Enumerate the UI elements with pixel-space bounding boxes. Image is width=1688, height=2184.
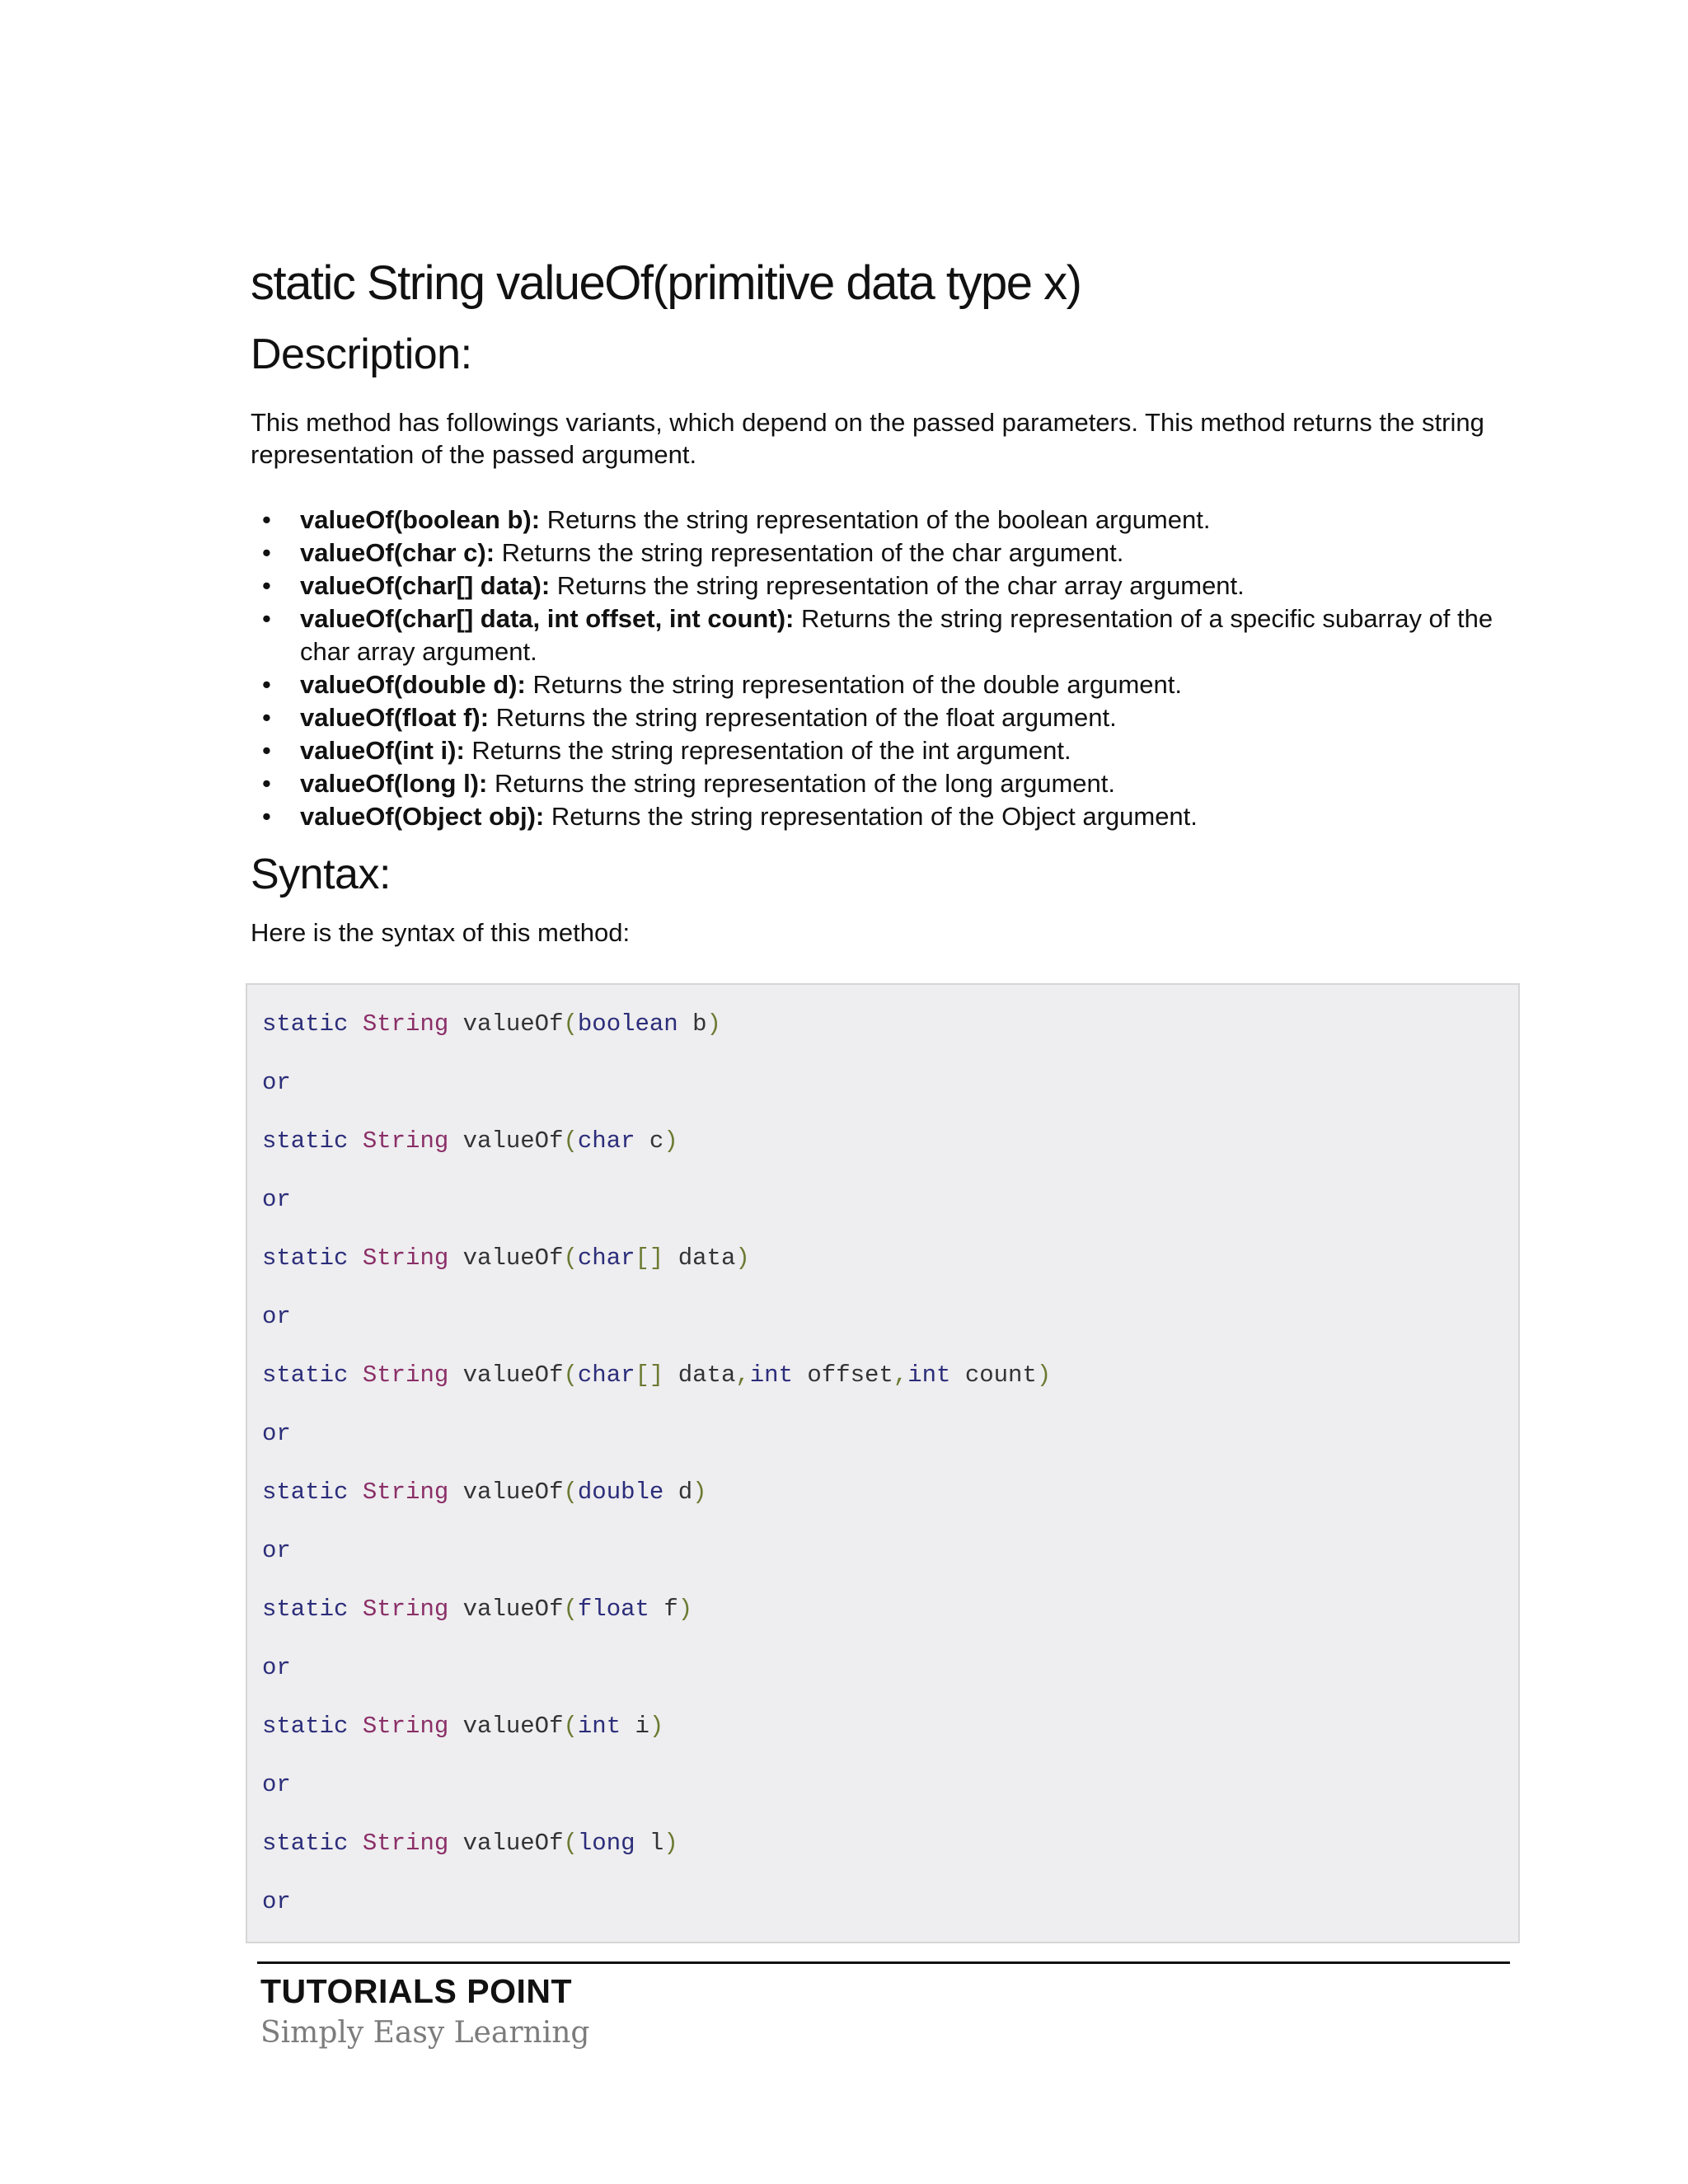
code-param-name: l [649,1830,664,1857]
code-param-type: char [577,1127,635,1155]
code-param-type: double [577,1479,664,1506]
code-param-type: float [577,1596,649,1623]
code-return-type: String [362,1127,449,1155]
code-param-type: boolean [577,1010,678,1038]
code-return-type: String [362,1010,449,1038]
code-keyword: static [262,1127,349,1155]
bullet-icon: • [262,537,271,567]
code-or-line [262,1053,1518,1112]
code-param-type: char [577,1244,635,1272]
description-heading: Description: [251,330,472,378]
page-title: static String valueOf(primitive data type x) [251,256,1081,310]
variant-name: valueOf(char c): [300,537,495,567]
variant-name: valueOf(Object obj): [300,801,545,831]
variant-name: valueOf(boolean b): [300,504,541,534]
variant-description: Returns the string representation of the char array argument. [550,570,1245,600]
variant-description: Returns the string representation of the int argument. [464,735,1071,765]
code-keyword: static [262,1479,349,1506]
code-or-separator: or [262,1888,291,1915]
code-param-type: char [577,1361,635,1389]
variant-name: valueOf(long l): [300,768,488,798]
variant-item [251,537,1536,569]
code-param-type: long [577,1830,635,1857]
code-keyword: static [262,1010,349,1038]
code-keyword: static [262,1244,349,1272]
page-content [251,247,1536,949]
code-or-separator: or [262,1069,291,1096]
code-method-name: valueOf [462,1713,564,1740]
variant-item [251,668,1536,701]
variant-name: valueOf(int i): [300,735,465,765]
code-param-name: data [678,1361,736,1389]
code-return-type: String [362,1361,449,1389]
code-param-name: c [649,1127,664,1155]
code-or-separator: or [262,1420,291,1447]
description-paragraph: This method has followings variants, which depend on the passed parameters. This method returns the string representation of the passed argument. [251,407,1484,469]
code-return-type: String [362,1596,449,1623]
code-signature-line: static String valueOf(double d) [262,1479,707,1506]
code-keyword: static [262,1830,349,1857]
bullet-icon: • [262,801,271,831]
footer-divider [257,1961,1510,1964]
variants-list [251,504,1536,833]
code-param-name: count [964,1361,1037,1389]
variant-item [251,767,1536,800]
code-signature-line: static String valueOf(int i) [262,1713,664,1740]
variant-name: valueOf(double d): [300,669,526,699]
variant-item [251,602,1536,668]
variant-description: Returns the string representation of the long argument. [487,768,1115,798]
footer-brand: TUTORIALS POINT [260,1972,573,2010]
code-return-type: String [362,1830,449,1857]
bullet-icon: • [262,504,271,534]
code-method-name: valueOf [462,1244,564,1272]
code-signature-line: static String valueOf(boolean b) [262,1010,721,1038]
code-or-line [262,1170,1518,1229]
code-param-brackets: [] [635,1361,664,1389]
code-method-name: valueOf [462,1010,564,1038]
code-or-line [262,1755,1518,1814]
variant-item [251,701,1536,734]
variant-description: Returns the string representation of the char argument. [495,537,1124,567]
code-return-type: String [362,1244,449,1272]
code-param-name: f [663,1596,678,1623]
code-keyword: static [262,1361,349,1389]
variant-item [251,800,1536,833]
bullet-icon: • [262,603,271,633]
code-or-separator: or [262,1771,291,1798]
variant-item [251,504,1536,537]
code-or-line [262,1404,1518,1463]
variant-description: Returns the string representation of the double argument. [525,669,1182,699]
code-param-type: int [907,1361,951,1389]
variant-item [251,569,1536,602]
code-or-line [262,1872,1518,1931]
code-signature-line: static String valueOf(long l) [262,1830,678,1857]
bullet-icon: • [262,768,271,798]
bullet-icon: • [262,702,271,732]
variant-description: Returns the string representation of the float argument. [489,702,1117,732]
code-or-separator: or [262,1303,291,1330]
code-method-name: valueOf [462,1830,564,1857]
code-param-name: b [692,1010,707,1038]
variant-name: valueOf(char[] data, int offset, int count): [300,603,795,633]
code-keyword: static [262,1596,349,1623]
code-or-line [262,1638,1518,1697]
variant-description: Returns the string representation of a specific subarray of the char array argument. [300,603,1493,666]
code-or-separator: or [262,1186,291,1213]
code-signature-line: static String valueOf(char[] data) [262,1244,750,1272]
code-block [246,983,1520,1943]
code-or-line [262,1521,1518,1580]
code-return-type: String [362,1479,449,1506]
code-or-separator: or [262,1537,291,1564]
code-method-name: valueOf [462,1479,564,1506]
code-param-name: offset [807,1361,893,1389]
variant-name: valueOf(float f): [300,702,490,732]
code-keyword: static [262,1713,349,1740]
code-param-name: d [678,1479,693,1506]
code-method-name: valueOf [462,1596,564,1623]
code-param-type: int [749,1361,793,1389]
code-return-type: String [362,1713,449,1740]
bullet-icon: • [262,669,271,699]
variant-name: valueOf(char[] data): [300,570,551,600]
code-method-name: valueOf [462,1127,564,1155]
code-signature-line: static String valueOf(char c) [262,1127,678,1155]
variant-item [251,734,1536,767]
code-param-brackets: [] [635,1244,664,1272]
code-param-name: data [678,1244,736,1272]
syntax-heading: Syntax: [251,850,391,898]
code-or-separator: or [262,1654,291,1681]
variant-description: Returns the string representation of the boolean argument. [540,504,1211,534]
code-param-type: int [577,1713,621,1740]
variant-description: Returns the string representation of the Object argument. [544,801,1198,831]
syntax-intro: Here is the syntax of this method: [251,918,631,948]
code-or-line [262,1287,1518,1346]
code-param-name: i [635,1713,649,1740]
footer-tagline: Simply Easy Learning [260,2016,590,2050]
code-signature-line: static String valueOf(char[] data,int offset,int count) [262,1361,1052,1389]
code-method-name: valueOf [462,1361,564,1389]
bullet-icon: • [262,735,271,765]
bullet-icon: • [262,570,271,600]
code-signature-line: static String valueOf(float f) [262,1596,693,1623]
